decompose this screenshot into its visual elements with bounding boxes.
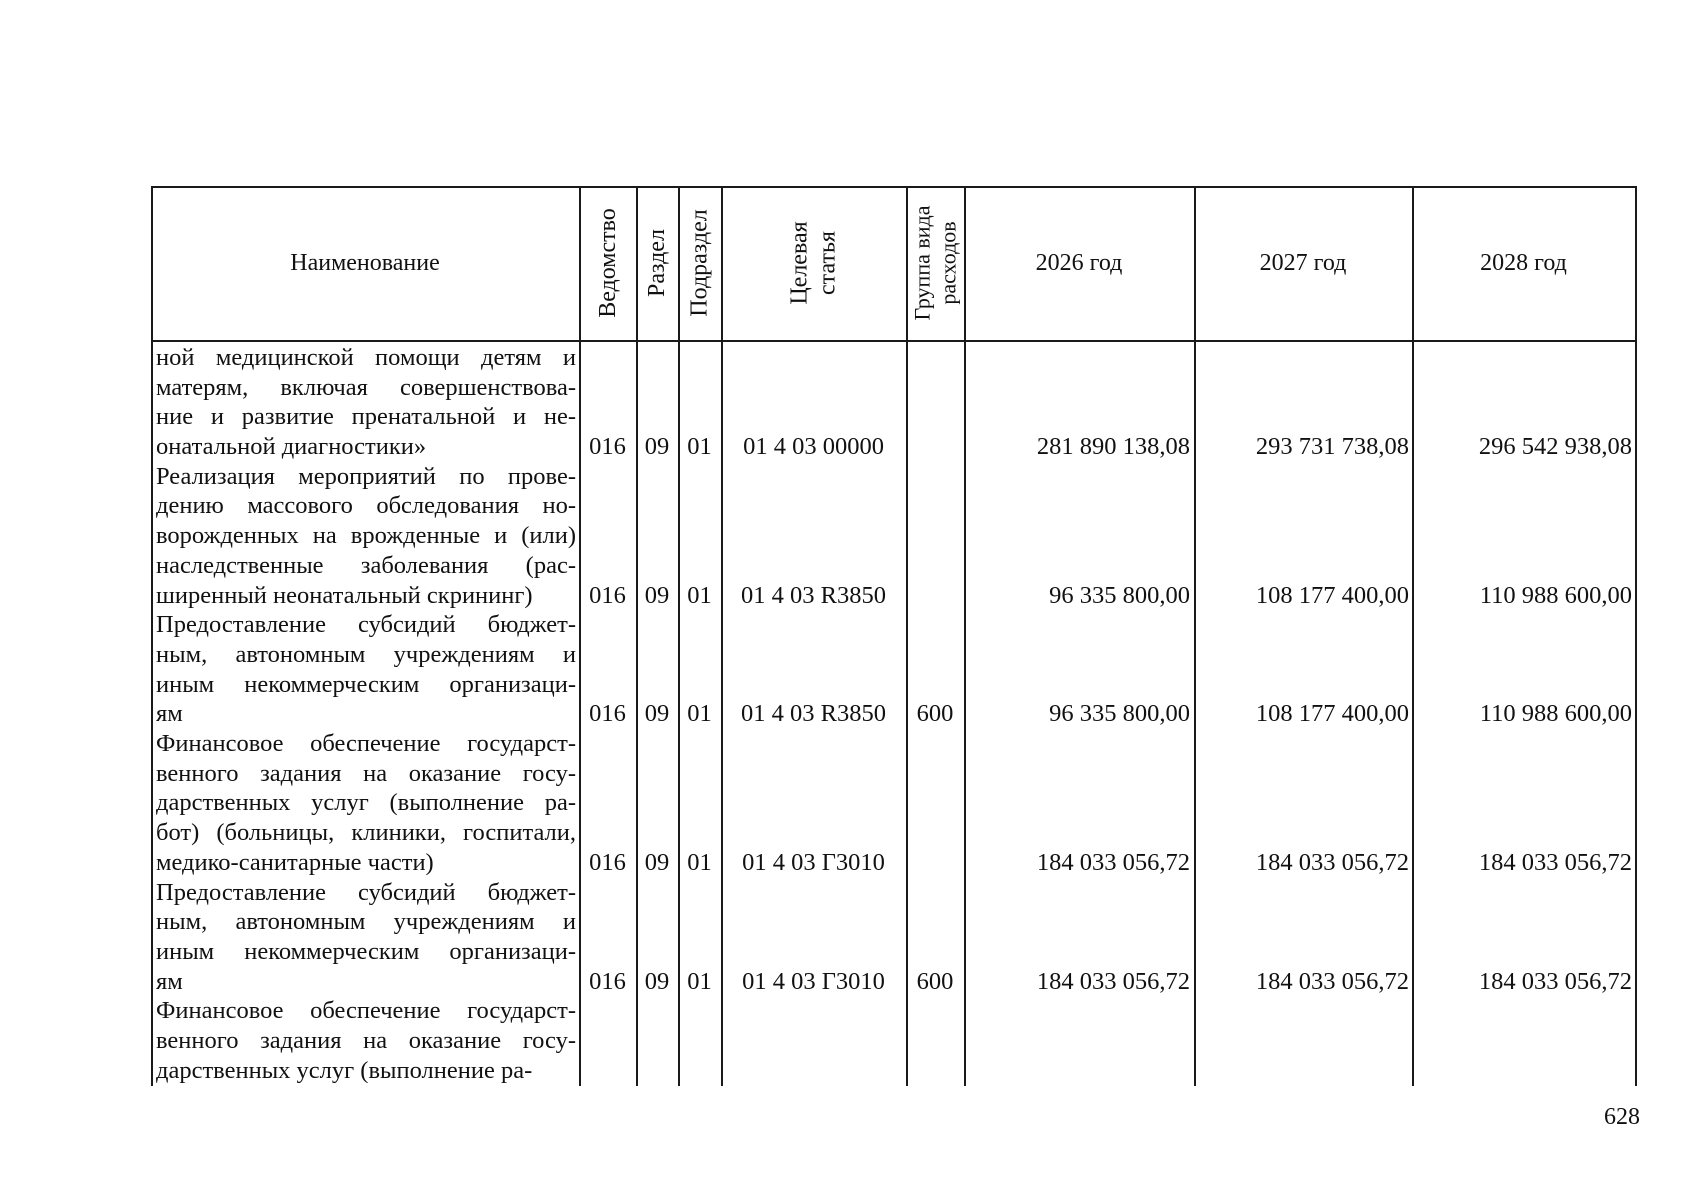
row-name-line: ям <box>156 967 183 995</box>
row-name-line: Реализация мероприятий по прове- <box>156 462 576 490</box>
header-gruppa <box>906 186 964 340</box>
cell-y2026: 184 033 056,72 <box>1036 967 1190 995</box>
row-name-line: ширенный неонатальный скрининг) <box>156 581 533 609</box>
row-name-line: ной медицинской помощи детям и <box>156 344 576 371</box>
header-2027 <box>1194 186 1412 340</box>
row-name-line: иным некоммерческим организаци- <box>156 670 576 698</box>
row-name <box>156 996 576 1085</box>
cell-y2027: 184 033 056,72 <box>1255 848 1409 876</box>
cell-y2027: 108 177 400,00 <box>1255 581 1409 609</box>
cell-y2027: 108 177 400,00 <box>1255 700 1409 728</box>
cell-tsel: 01 4 03 R3850 <box>741 581 886 609</box>
row-name-line: Предоставление субсидий бюджет- <box>156 878 576 906</box>
cell-y2026: 281 890 138,08 <box>1036 433 1190 461</box>
header-vedomstvo-label: Ведомство <box>594 208 621 318</box>
header-2028 <box>1412 186 1635 340</box>
cell-razdel: 09 <box>644 848 670 876</box>
row-name-line: ворожденных на врожденные и (или) <box>156 522 576 550</box>
row-name-line: иным некоммерческим организаци- <box>156 937 576 965</box>
header-podrazdel <box>678 186 721 340</box>
row-name-line: дарственных услуг (выполнение ра- <box>156 1056 533 1084</box>
cell-gruppa: 600 <box>916 967 954 995</box>
cell-ved: 016 <box>589 700 626 728</box>
cell-razdel: 09 <box>644 433 670 461</box>
row-name <box>156 729 576 877</box>
cell-ved: 016 <box>589 581 626 609</box>
row-name-line: матерям, включая совершенствова- <box>156 373 576 401</box>
cell-podrazdel: 01 <box>687 967 712 995</box>
header-razdel <box>636 186 678 340</box>
header-2026-label: 2026 год <box>1035 250 1123 276</box>
cell-razdel: 09 <box>644 581 670 609</box>
header-gruppa-label <box>909 206 961 321</box>
header-2026 <box>964 186 1194 340</box>
row-name <box>156 878 576 997</box>
row-name-line: наследственные заболевания (рас- <box>156 551 576 579</box>
header-tselevaya-line2: статья <box>814 231 841 295</box>
row-name-line: венного задания на оказание госу- <box>156 1027 576 1055</box>
cell-y2028: 110 988 600,00 <box>1479 700 1632 728</box>
header-2027-label: 2027 год <box>1259 250 1347 276</box>
cell-y2028: 184 033 056,72 <box>1478 848 1632 876</box>
row-name-line: бот) (больницы, клиники, госпитали, <box>156 819 576 847</box>
page-number: 628 <box>1604 1104 1640 1130</box>
header-gruppa-line2: расходов <box>935 221 961 305</box>
cell-tsel: 01 4 03 R3850 <box>741 700 886 728</box>
cell-y2027: 293 731 738,08 <box>1255 433 1409 461</box>
cell-podrazdel: 01 <box>687 848 712 876</box>
row-name-line: ям <box>156 700 183 728</box>
row-name-line: дению массового обследования но- <box>156 492 576 520</box>
header-name-label: Наименование <box>290 250 440 276</box>
cell-gruppa: 600 <box>916 700 954 728</box>
row-name-line: ние и развитие пренатальной и не- <box>156 403 576 431</box>
header-name <box>151 186 579 340</box>
header-tselevaya-label <box>785 221 841 304</box>
row-name-line: ным, автономным учреждениям и <box>156 908 576 936</box>
cell-y2026: 96 335 800,00 <box>1049 700 1190 728</box>
row-name-line: медико-санитарные части) <box>156 848 434 876</box>
row-name-line: онатальной диагностики» <box>156 433 427 461</box>
cell-razdel: 09 <box>644 967 670 995</box>
row-name <box>156 343 576 462</box>
row-name-line: дарственных услуг (выполнение ра- <box>156 789 576 817</box>
cell-y2027: 184 033 056,72 <box>1255 967 1409 995</box>
header-vedomstvo <box>579 186 636 340</box>
cell-y2028: 184 033 056,72 <box>1478 967 1632 995</box>
cell-y2028: 296 542 938,08 <box>1478 433 1632 461</box>
cell-y2028: 110 988 600,00 <box>1479 581 1632 609</box>
row-name <box>156 610 576 729</box>
cell-ved: 016 <box>589 967 626 995</box>
cell-podrazdel: 01 <box>687 581 712 609</box>
header-podrazdel-label: Подраздел <box>686 209 713 317</box>
header-2028-label: 2028 год <box>1480 250 1567 276</box>
cell-podrazdel: 01 <box>687 700 712 728</box>
cell-tsel: 01 4 03 00000 <box>743 433 884 461</box>
header-tselevaya <box>721 186 906 340</box>
cell-y2026: 184 033 056,72 <box>1036 848 1190 876</box>
row-name-line: Предоставление субсидий бюджет- <box>156 611 576 639</box>
cell-ved: 016 <box>589 848 626 876</box>
row-name-line: ным, автономным учреждениям и <box>156 640 576 668</box>
row-name-line: Финансовое обеспечение государст- <box>156 997 576 1025</box>
header-gruppa-line1: Группа вида <box>909 205 935 321</box>
row-name-line: венного задания на оказание госу- <box>156 759 576 787</box>
cell-y2026: 96 335 800,00 <box>1049 581 1190 609</box>
cell-ved: 016 <box>589 433 626 461</box>
header-tselevaya-line1: Целевая <box>786 221 813 305</box>
cell-tsel: 01 4 03 Г3010 <box>742 967 885 995</box>
cell-razdel: 09 <box>644 700 670 728</box>
header-razdel-label: Раздел <box>644 229 671 297</box>
cell-tsel: 01 4 03 Г3010 <box>742 848 885 876</box>
cell-podrazdel: 01 <box>687 433 712 461</box>
row-name-line: Финансовое обеспечение государст- <box>156 730 576 758</box>
budget-table <box>151 186 1637 1086</box>
row-name <box>156 462 576 610</box>
